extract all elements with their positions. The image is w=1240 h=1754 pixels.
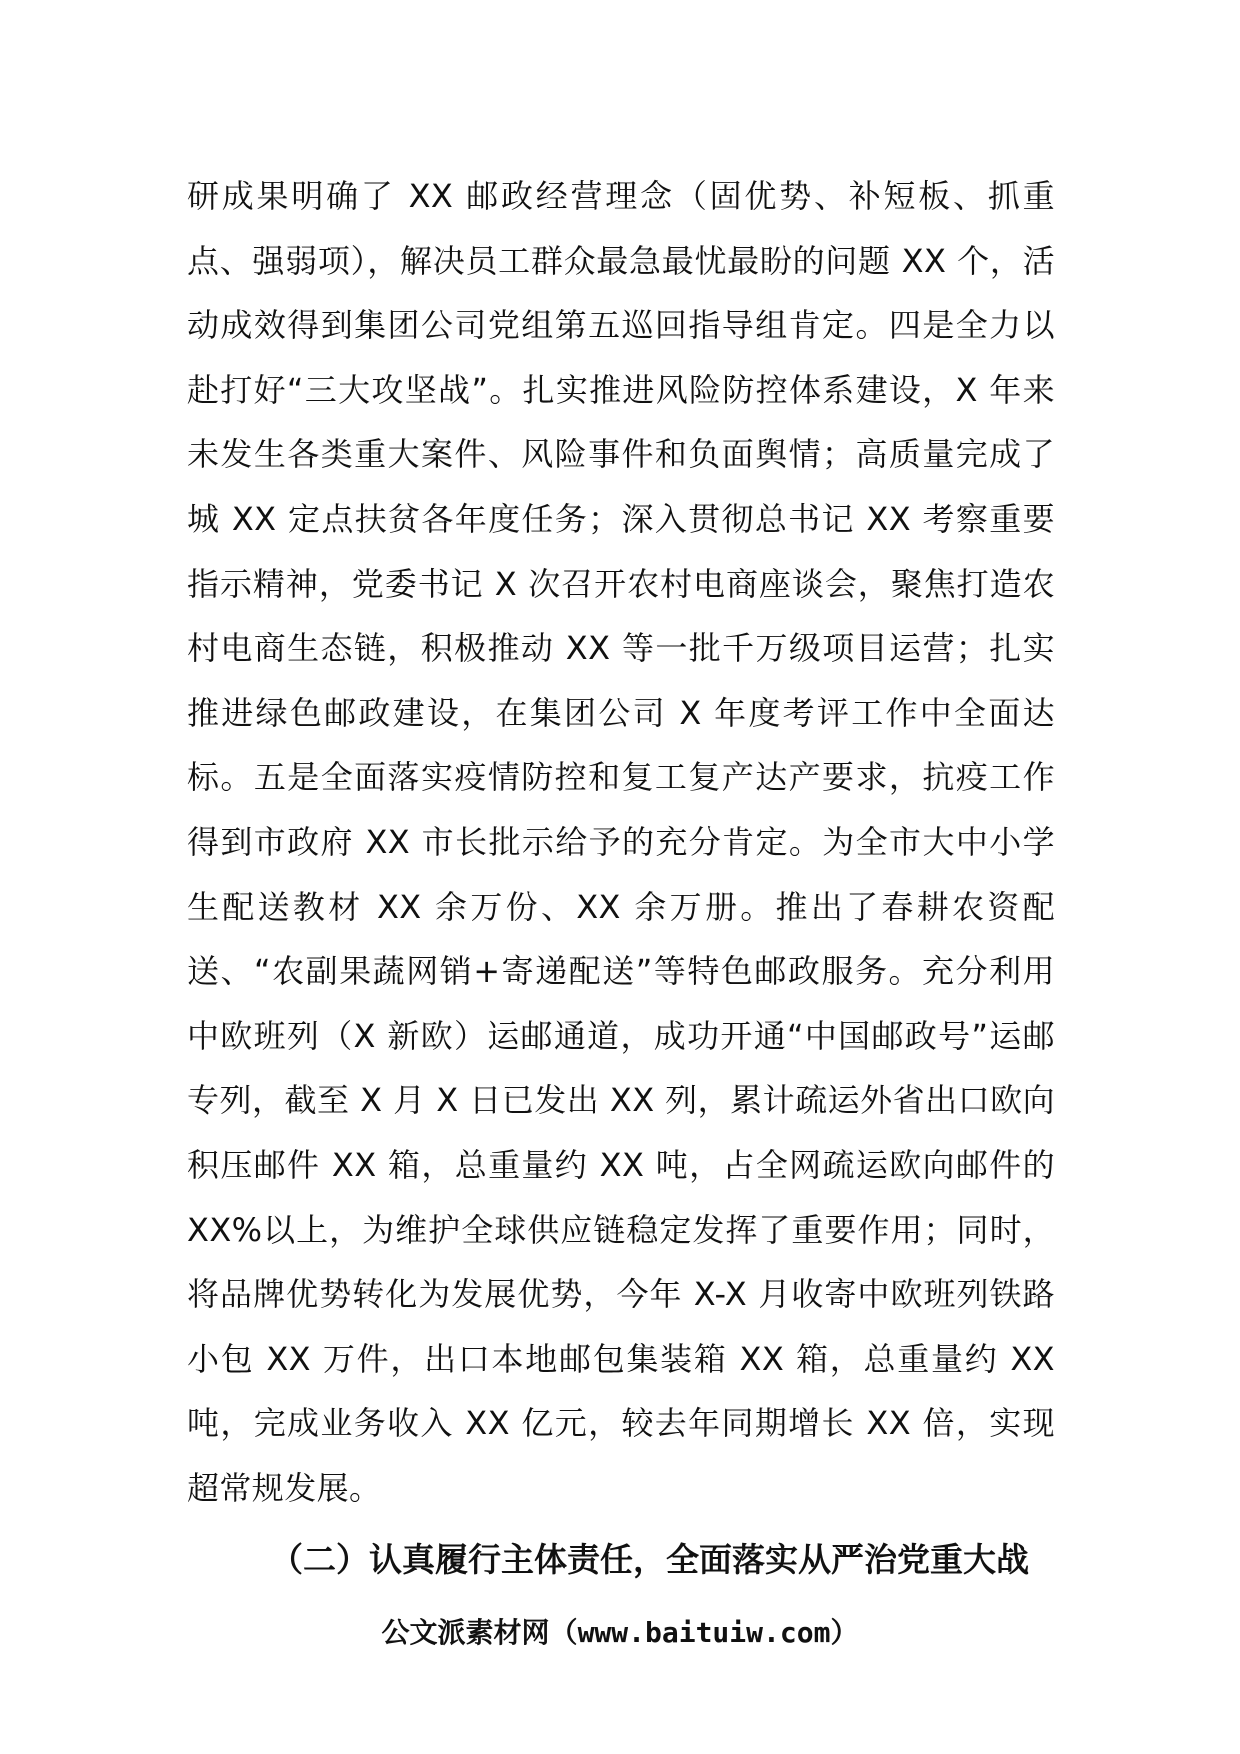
footer-watermark xyxy=(0,1608,1240,1658)
footer-url[interactable]: www.baituiw.com xyxy=(577,1616,831,1649)
footer-close-paren: ） xyxy=(830,1616,859,1649)
section-heading: （二）认真履行主体责任，全面落实从严治党重大战 xyxy=(270,1540,1029,1579)
footer-site-name: 公文派素材网（ xyxy=(381,1616,578,1649)
body-paragraph: 研成果明确了 XX 邮政经营理念（固优势、补短板、抓重点、强弱项），解决员工群众最急最忧最盼的问题 XX 个，活动成效得到集团公司党组第五巡回指导组肯定。四是全力以赴打好“三大攻坚战”。扎实推进风险防控体系建设，X 年来未发生各类重大案件、风险事件和负面舆情；高质量完成了城 XX 定点扶贫各年度任务；深入贯彻总书记 XX 考察重要指示精神，党委书记 X 次召开农村电商座谈会，聚焦打造农村电商生态链，积极推动 XX 等一批千万级项目运营；扎实推进绿色邮政建设，在集团公司 X 年度考评工作中全面达标。五是全面落实疫情防控和复工复产达产要求，抗疫工作得到市政府 XX 市长批示给予的充分肯定。为全市大中小学生配送教材 XX 余万份、XX 余万册。推出了春耕农资配送、“农副果蔬网销+寄递配送”等特色邮政服务。充分利用中欧班列（X 新欧）运邮通道，成功开通“中国邮政号”运邮专列，截至 X 月 X 日已发出 XX 列，累计疏运外省出口欧向积压邮件 XX 箱，总重量约 XX 吨，占全网疏运欧向邮件的 XX%以上，为维护全球供应链稳定发挥了重要作用；同时，将品牌优势转化为发展优势，今年 X-X 月收寄中欧班列铁路小包 XX 万件，出口本地邮包集装箱 XX 箱，总重量约 XX 吨，完成业务收入 XX 亿元，较去年同期增长 XX 倍，实现超常规发展。 xyxy=(187,177,1055,1507)
